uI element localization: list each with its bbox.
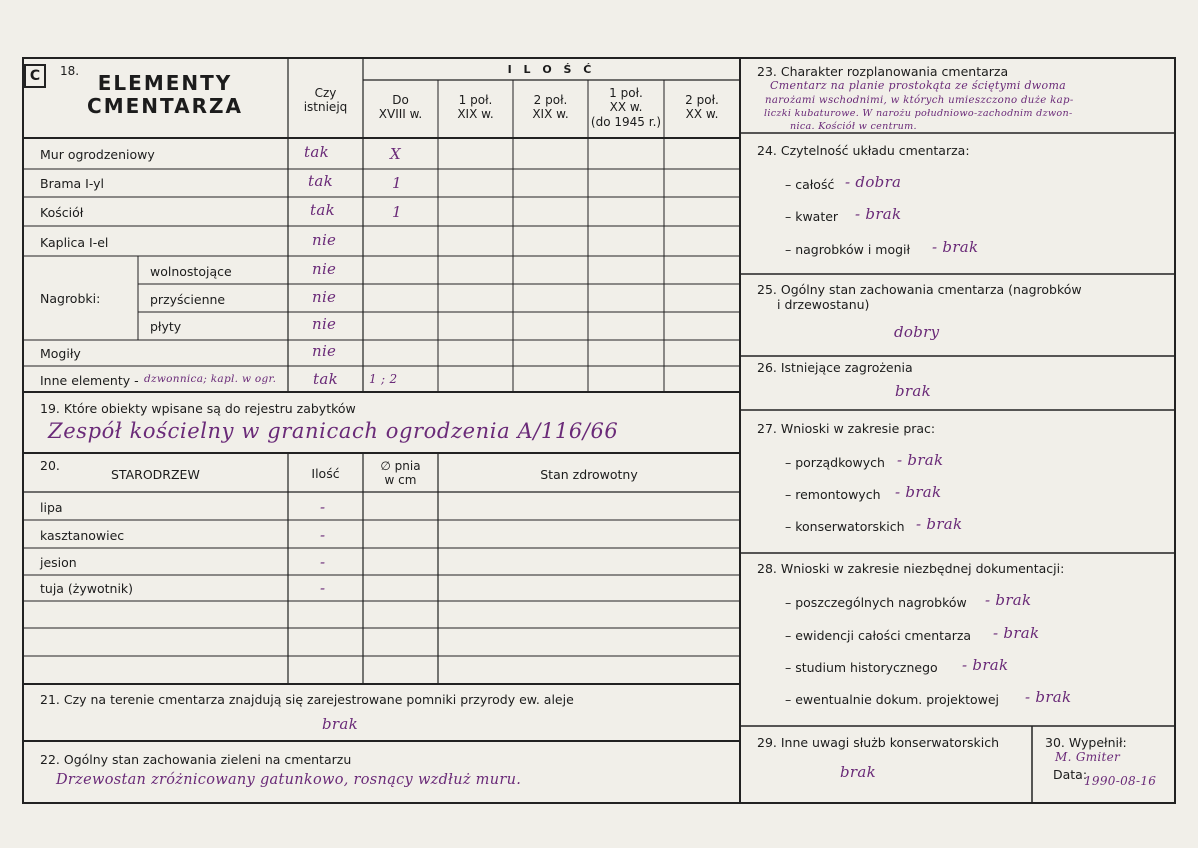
nagrobki-label: Nagrobki: (40, 291, 101, 306)
legibility-item-label: – całość (785, 177, 835, 192)
exists-value: nie (312, 315, 337, 333)
section-28-question: 28. Wnioski w zakresie niezbędnej dokumentacji: (757, 561, 1065, 576)
tree-qty: - (320, 498, 326, 516)
section-21-answer: brak (322, 715, 359, 733)
period-line: 1 poł. (458, 93, 493, 107)
section-25-question-line-2: i drzewostanu) (777, 297, 870, 312)
quantity-value: X (390, 145, 401, 163)
period-line: 1 poł. (609, 86, 643, 100)
documentation-item-label: – ewentualnie dokum. projektowej (785, 692, 1000, 707)
exists-value: tak (308, 172, 333, 190)
row-label: płyty (150, 319, 182, 334)
section-20-number: 20. (40, 458, 60, 473)
section-26-question: 26. Istniejące zagrożenia (757, 360, 913, 375)
period-line: XX w. (685, 107, 719, 122)
legibility-item-label: – nagrobków i mogił (785, 242, 911, 257)
exists-value: tak (304, 143, 329, 161)
date-value: 1990-08-16 (1084, 774, 1157, 788)
col-exists-line-2: istniejq (303, 100, 348, 115)
section-19-answer: Zespół kościelny w granicach ogrodzenia A/116/66 (48, 419, 619, 443)
documentation-item-label: – studium historycznego (785, 660, 938, 675)
tree-name: kasztanowiec (40, 528, 125, 543)
period-header (588, 86, 664, 129)
row-label: Mur ogrodzeniowy (40, 147, 155, 162)
period-line: XX w. (609, 100, 643, 115)
documentation-item-label: – ewidencji całości cmentarza (785, 628, 972, 643)
row-label: Brama I-yl (40, 176, 105, 191)
tree-qty: - (320, 553, 326, 571)
section-26-answer: brak (895, 382, 932, 400)
documentation-item-value: - brak (962, 656, 1009, 674)
section-22-answer: Drzewostan zróżnicowany gatunkowo, rosnący wzdłuż muru. (56, 772, 522, 788)
col-health-header: Stan zdrowotny (540, 467, 638, 482)
period-header (664, 93, 740, 122)
section-24-question: 24. Czytelność układu cmentarza: (757, 143, 970, 158)
period-header (513, 93, 588, 122)
section-23-question: 23. Charakter rozplanowania cmentarza (757, 64, 1009, 79)
period-line: XIX w. (532, 107, 569, 122)
period-line: XVIII w. (378, 107, 423, 122)
exists-value: nie (312, 342, 337, 360)
works-item-label: – konserwatorskich (785, 519, 905, 534)
section-25-answer: dobry (894, 323, 940, 341)
section-29-question: 29. Inne uwagi służb konserwatorskich (757, 735, 999, 750)
section-23-answer-line: liczki kubaturowe. W narożu południowo-zachodnim dzwon- (764, 108, 1073, 119)
section-21-question: 21. Czy na terenie cmentarza znajdują się zarejestrowane pomniki przyrody ew. aleje (40, 692, 574, 707)
section-18-number: 18. (60, 64, 80, 78)
period-line: Do (392, 93, 409, 107)
period-line: XIX w. (457, 107, 494, 122)
row-label: Mogiły (40, 346, 81, 361)
quantity-value: 1 (392, 203, 402, 221)
exists-value: tak (313, 370, 338, 388)
section-23-answer-line: Cmentarz na planie prostokąta ze ściętymi dwoma (770, 79, 1067, 92)
period-line: (do 1945 r.) (590, 114, 662, 129)
tree-name: tuja (żywotnik) (40, 581, 134, 596)
period-line: 2 poł. (685, 93, 719, 107)
tree-qty: - (320, 579, 326, 597)
works-item-value: - brak (897, 451, 944, 469)
documentation-item-label: – poszczególnych nagrobków (785, 595, 967, 610)
works-item-value: - brak (895, 483, 942, 501)
col-exists-line-1: Czy (314, 86, 337, 100)
section-29-answer: brak (840, 763, 877, 781)
works-item-label: – remontowych (785, 487, 881, 502)
documentation-item-value: - brak (993, 624, 1040, 642)
title-line-1: ELEMENTY (97, 71, 233, 95)
quantity-value: 1 (392, 174, 402, 192)
section-code-box: C (24, 64, 46, 88)
row-label: przyścienne (150, 292, 226, 307)
section-20-title: STARODRZEW (111, 467, 200, 482)
tree-name: jesion (40, 555, 77, 570)
other-elements-handwritten: dzwonnica; kapl. w ogr. (144, 373, 277, 385)
tree-name: lipa (40, 500, 63, 515)
filled-by-label: 30. Wypełnił: (1045, 735, 1127, 750)
legibility-item-label: – kwater (785, 209, 839, 224)
works-item-label: – porządkowych (785, 455, 885, 470)
filled-by-name: M. Gmiter (1055, 750, 1121, 764)
period-header (363, 93, 438, 122)
section-22-question: 22. Ogólny stan zachowania zieleni na cmentarzu (40, 752, 352, 767)
documentation-item-value: - brak (985, 591, 1032, 609)
date-label: Data: (1053, 767, 1088, 782)
legibility-item-value: - brak (855, 205, 902, 223)
col-exists-header (288, 86, 363, 115)
row-label: Inne elementy - (40, 373, 139, 388)
section-19-question: 19. Które obiekty wpisane są do rejestru zabytków (40, 401, 356, 416)
ilosc-header: I L O Ś Ć (507, 63, 596, 76)
section-18-title (70, 72, 260, 118)
exists-value: nie (312, 260, 337, 278)
title-line-2: CMENTARZA (87, 94, 243, 118)
diameter-line-1: ∅ pnia (380, 459, 421, 473)
quantity-value: 1 ; 2 (369, 372, 398, 386)
documentation-item-value: - brak (1025, 688, 1072, 706)
row-label: wolnostojące (150, 264, 232, 279)
section-25-question-line-1: 25. Ogólny stan zachowania cmentarza (nagrobków (757, 282, 1082, 297)
diameter-line-2: w cm (384, 473, 417, 488)
works-item-value: - brak (916, 515, 963, 533)
tree-qty: - (320, 526, 326, 544)
legibility-item-value: - dobra (845, 173, 902, 191)
period-header (438, 93, 513, 122)
section-23-answer-line: nica. Kościół w centrum. (790, 121, 917, 132)
section-27-question: 27. Wnioski w zakresie prac: (757, 421, 936, 436)
period-line: 2 poł. (533, 93, 568, 107)
col-diameter-header (363, 459, 438, 488)
exists-value: nie (312, 288, 337, 306)
exists-value: nie (312, 231, 337, 249)
row-label: Kościół (40, 205, 84, 220)
row-label: Kaplica I-el (40, 235, 109, 250)
col-qty-header: Ilość (311, 466, 340, 481)
section-23-answer-line: narożami wschodnimi, w których umieszczono duże kap- (765, 95, 1074, 106)
legibility-item-value: - brak (932, 238, 979, 256)
exists-value: tak (310, 201, 335, 219)
